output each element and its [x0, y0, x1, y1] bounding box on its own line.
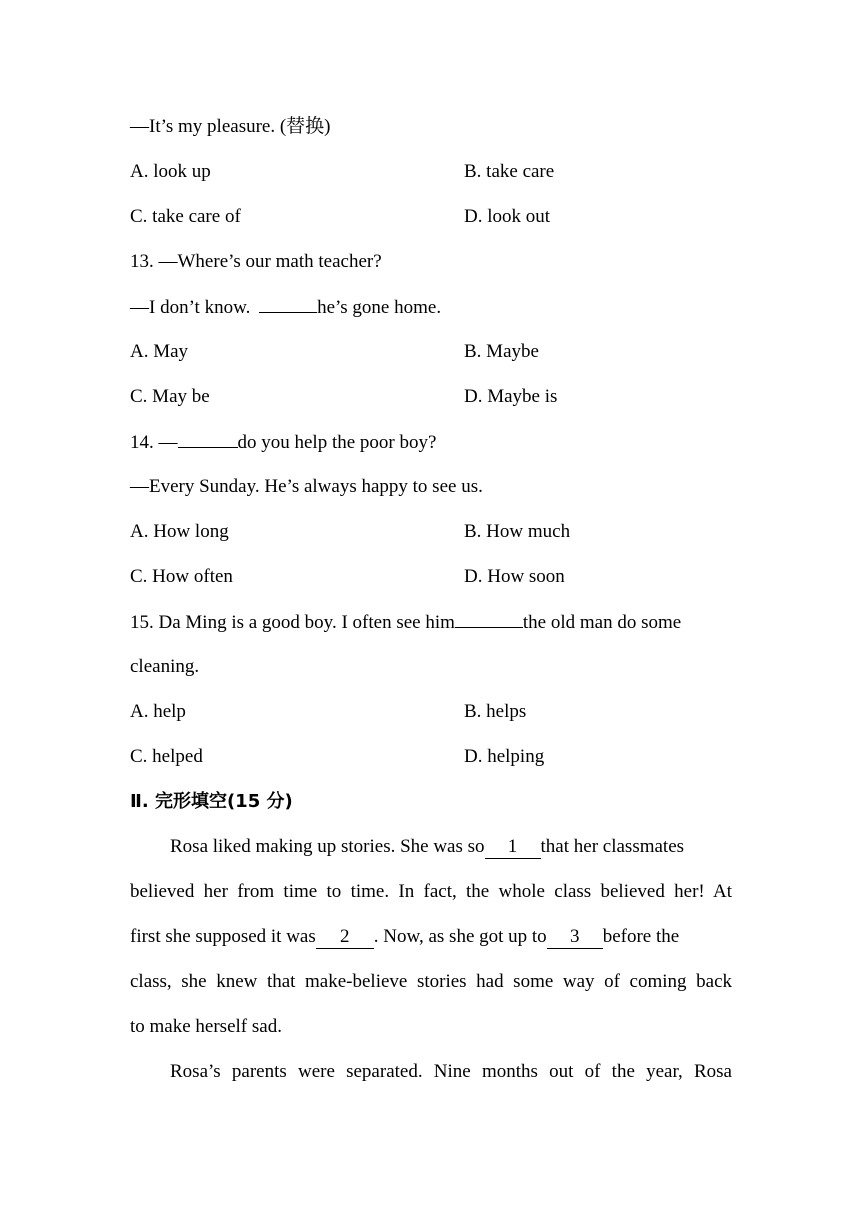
q14-option-b: B. How much [464, 521, 571, 542]
q13-answer-after: he’s gone home. [317, 297, 442, 318]
q15-question-after: the old man do some [522, 612, 682, 633]
q14-question-before: 14. — [130, 432, 178, 453]
cloze-blank-3: 3 [547, 926, 603, 949]
q15-question-cont: cleaning. [130, 656, 200, 677]
passage-line-3-b: . Now, as she got up to [373, 926, 547, 947]
q14-blank [178, 428, 238, 448]
passage-p2-line-1: Rosa’s parents were separated. Nine months out of the year, Rosa [170, 1061, 732, 1082]
q15-option-c: C. helped [130, 746, 203, 767]
passage-line-3-a: first she supposed it was [130, 926, 316, 947]
q12-option-b: B. take care [464, 161, 555, 182]
q15-option-b: B. helps [464, 701, 527, 722]
passage-line-3 [130, 923, 679, 951]
passage-line-3-c: before the [602, 926, 680, 947]
q14-option-a: A. How long [130, 521, 229, 542]
q14-option-d: D. How soon [464, 566, 565, 587]
q13-option-d: D. Maybe is [464, 386, 558, 407]
q12-option-a: A. look up [130, 161, 211, 182]
q15-option-a: A. help [130, 701, 186, 722]
q15-option-d: D. helping [464, 746, 545, 767]
q13-answer-line [130, 293, 441, 321]
q13-answer-before: —I don’t know. [130, 297, 256, 318]
q13-option-a: A. May [130, 341, 189, 362]
passage-line-1 [170, 833, 684, 861]
passage-line-1-b: that her classmates [540, 836, 685, 857]
q14-question-after: do you help the poor boy? [237, 432, 437, 453]
passage-line-5: to make herself sad. [130, 1016, 282, 1037]
passage-line-4: class, she knew that make-believe stories had some way of coming back [130, 971, 732, 992]
q15-question [130, 608, 732, 636]
q13-option-c: C. May be [130, 386, 210, 407]
passage-line-2: believed her from time to time. In fact, the whole class believed her! At [130, 881, 732, 902]
section-title: Ⅱ. 完形填空(15 分) [130, 791, 293, 812]
cloze-blank-1: 1 [485, 836, 541, 859]
q12-option-c: C. take care of [130, 206, 241, 227]
q14-option-c: C. How often [130, 566, 233, 587]
q13-question: 13. —Where’s our math teacher? [130, 251, 382, 272]
q12-option-d: D. look out [464, 206, 551, 227]
cloze-blank-2: 2 [316, 926, 374, 949]
q12-answer-line: —It’s my pleasure. (替换) [130, 116, 331, 137]
q15-question-before: 15. Da Ming is a good boy. I often see him [130, 612, 455, 633]
q13-blank [259, 293, 317, 313]
q15-blank [455, 608, 523, 628]
passage-line-1-a: Rosa liked making up stories. She was so [170, 836, 485, 857]
q13-option-b: B. Maybe [464, 341, 539, 362]
q14-question [130, 428, 436, 456]
q14-answer-line: —Every Sunday. He’s always happy to see us. [130, 476, 483, 497]
